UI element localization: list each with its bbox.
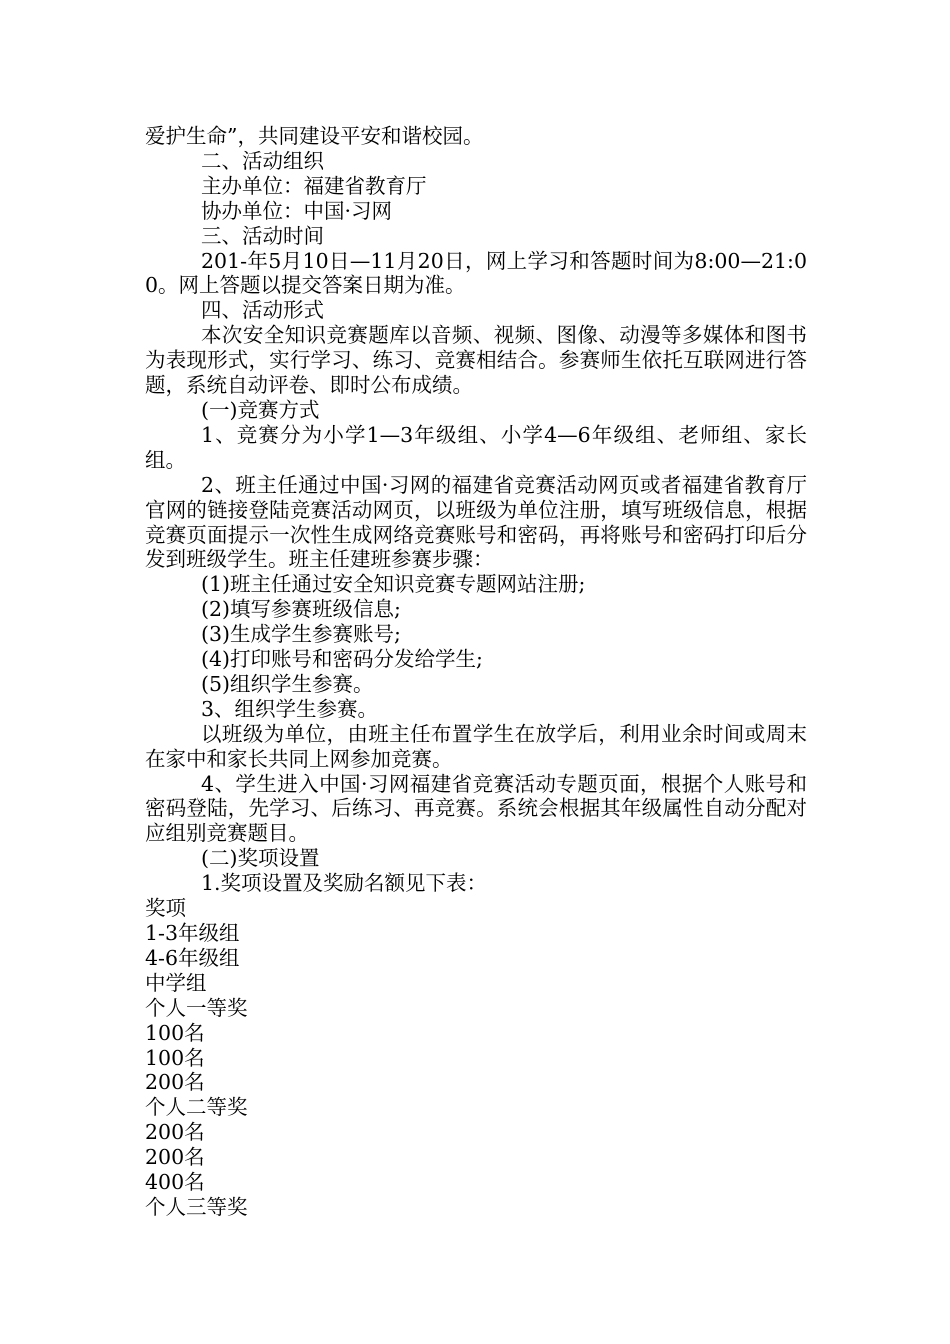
organizer-line: 主办单位：福建省教育厅 bbox=[201, 173, 427, 198]
section-heading-organization: 二、活动组织 bbox=[201, 148, 324, 173]
paragraph-time: 201-年5月10日—11月20日，网上学习和答题时间为8:00—21:00。网上答题以提交答案日期为准。 bbox=[145, 248, 807, 298]
step-4: (4)打印账号和密码分发给学生; bbox=[201, 647, 483, 672]
paragraph-groups: 1、竞赛分为小学1—3年级组、小学4—6年级组、老师组、家长组。 bbox=[145, 422, 807, 472]
subheading-competition-method: (一)竞赛方式 bbox=[201, 397, 320, 422]
paragraph-format: 本次安全知识竞赛题库以音频、视频、图像、动漫等多媒体和图书为表现形式，实行学习、练习、竞赛相结合。参赛师生依托互联网进行答题，系统自动评卷、即时公布成绩。 bbox=[145, 323, 807, 398]
table-cell: 200名 bbox=[145, 1120, 205, 1145]
table-cell: 个人二等奖 bbox=[145, 1095, 248, 1120]
step-2: (2)填写参赛班级信息; bbox=[201, 597, 401, 622]
paragraph-opening: 爱护生命”，共同建设平安和谐校园。 bbox=[145, 124, 484, 148]
table-cell: 400名 bbox=[145, 1170, 205, 1195]
paragraph-student-entry: 4、学生进入中国·习网福建省竞赛活动专题页面，根据个人账号和密码登陆，先学习、后练习、再竞赛。系统会根据其年级属性自动分配对应组别竞赛题目。 bbox=[145, 771, 807, 846]
paragraph-award-intro: 1.奖项设置及奖励名额见下表： bbox=[201, 871, 488, 896]
table-cell: 100名 bbox=[145, 1020, 205, 1045]
step-1: (1)班主任通过安全知识竞赛专题网站注册; bbox=[201, 572, 586, 597]
table-cell: 100名 bbox=[145, 1045, 205, 1070]
paragraph-class-unit: 以班级为单位，由班主任布置学生在放学后，利用业余时间或周末在家中和家长共同上网参加竞赛。 bbox=[145, 721, 807, 771]
step-3: (3)生成学生参赛账号; bbox=[201, 622, 401, 647]
co-organizer-line: 协办单位：中国·习网 bbox=[201, 198, 393, 223]
subheading-awards: (二)奖项设置 bbox=[201, 846, 320, 871]
paragraph-organize: 3、组织学生参赛。 bbox=[201, 696, 379, 721]
award-table bbox=[145, 896, 807, 1220]
step-5: (5)组织学生参赛。 bbox=[201, 671, 374, 696]
table-cell: 个人一等奖 bbox=[145, 995, 248, 1020]
paragraph-registration: 2、班主任通过中国·习网的福建省竞赛活动网页或者福建省教育厅官网的链接登陆竞赛活动网页，以班级为单位注册，填写班级信息，根据竞赛页面提示一次性生成网络竞赛账号和密码，再将账号和密码打印后分发到班级学生。班主任建班参赛步骤： bbox=[145, 472, 807, 572]
section-heading-time: 三、活动时间 bbox=[201, 223, 324, 248]
document-body bbox=[145, 124, 807, 1220]
section-heading-format: 四、活动形式 bbox=[201, 298, 324, 323]
table-header-cell: 4-6年级组 bbox=[145, 945, 240, 970]
table-cell: 个人三等奖 bbox=[145, 1194, 248, 1219]
table-cell: 200名 bbox=[145, 1070, 205, 1095]
table-cell: 200名 bbox=[145, 1145, 205, 1170]
table-header-cell: 奖项 bbox=[145, 896, 186, 921]
table-header-cell: 中学组 bbox=[145, 970, 207, 995]
table-header-cell: 1-3年级组 bbox=[145, 921, 240, 945]
